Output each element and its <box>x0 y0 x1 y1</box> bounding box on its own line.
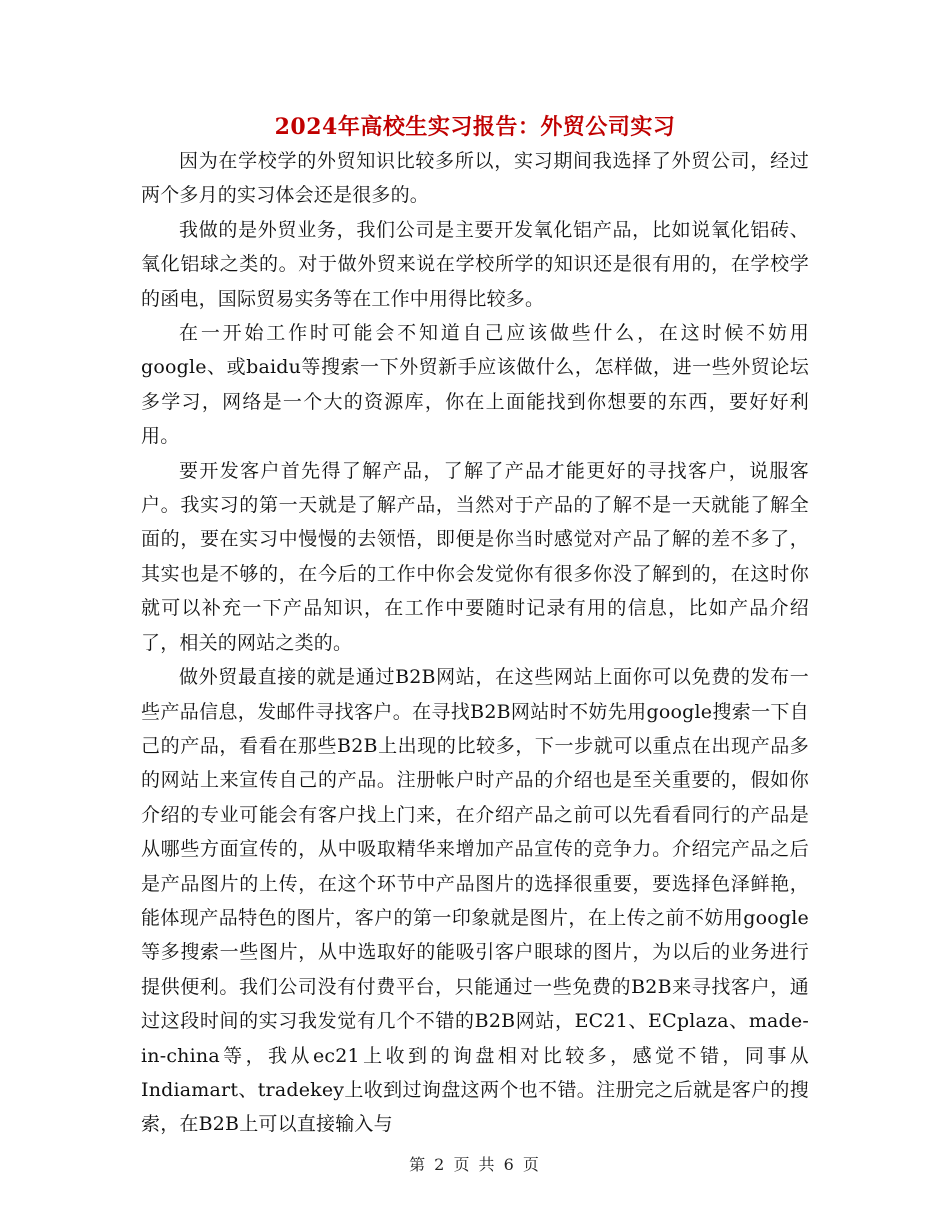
paragraph-2: 我做的是外贸业务，我们公司是主要开发氧化铝产品，比如说氧化铝砖、氧化铝球之类的。对于做外贸来说在学校所学的知识还是很有用的，在学校学的函电，国际贸易实务等在工作中用得比较多。 <box>141 218 809 310</box>
paragraph-3: 在一开始工作时可能会不知道自己应该做些什么，在这时候不妨用google、或baidu等搜索一下外贸新手应该做什么，怎样做，进一些外贸论坛多学习，网络是一个大的资源库，你在上面能找到你想要的东西，要好好利用。 <box>141 322 809 448</box>
paragraph-5: 做外贸最直接的就是通过B2B网站，在这些网站上面你可以免费的发布一些产品信息，发邮件寻找客户。在寻找B2B网站时不妨先用google搜索一下自己的产品，看看在那些B2B上出现的比较多，下一步就可以重点在出现产品多的网站上来宣传自己的产品。注册帐户时产品的介绍也是至关重要的，假如你介绍的专业可能会有客户找上门来，在介绍产品之前可以先看看同行的产品是从哪些方面宣传的，从中吸取精华来增加产品宣传的竞争力。介绍完产品之后是产品图片的上传，在这个环节中产品图片的选择很重要，要选择色泽鲜艳，能体现产品特色的图片，客户的第一印象就是图片，在上传之前不妨用google等多搜索一些图片，从中选取好的能吸引客户眼球的图片，为以后的业务进行提供便利。我们公司没有付费平台，只能通过一些免费的B2B来寻找客户，通过这段时间的实习我发觉有几个不错的B2B网站，EC21、ECplaza、made-in-china等，我从ec21上收到的询盘相对比较多，感觉不错，同事从Indiamart、tradekey上收到过询盘这两个也不错。注册完之后就是客户的搜索，在B2B上可以直接输入与 <box>141 666 809 1136</box>
paragraph-1: 因为在学校学的外贸知识比较多所以，实习期间我选择了外贸公司，经过两个多月的实习体会还是很多的。 <box>141 150 809 207</box>
paragraph-4: 要开发客户首先得了解产品，了解了产品才能更好的寻找客户，说服客户。我实习的第一天就是了解产品，当然对于产品的了解不是一天就能了解全面的，要在实习中慢慢的去领悟，即便是你当时感觉对产品了解的差不多了，其实也是不够的，在今后的工作中你会发觉你有很多你没了解到的，在这时你就可以补充一下产品知识，在工作中要随时记录有用的信息，比如产品介绍了，相关的网站之类的。 <box>141 459 809 654</box>
document-title: 2024年高校生实习报告：外贸公司实习 <box>274 114 676 140</box>
page-number-footer: 第 2 页 共 6 页 <box>409 1155 541 1174</box>
document-body <box>141 144 809 1142</box>
